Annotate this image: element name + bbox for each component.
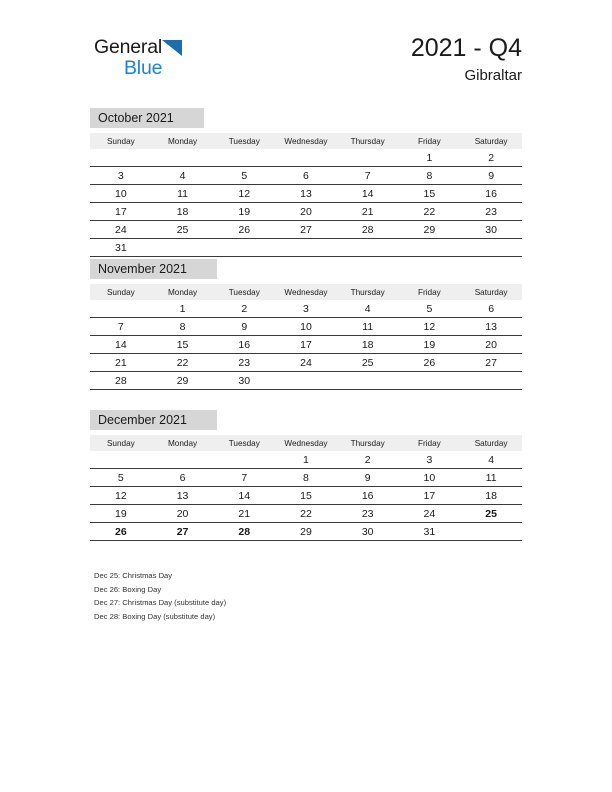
weekday-header-sunday: Sunday	[90, 133, 152, 149]
month-block-november	[90, 259, 522, 390]
calendar-day-empty	[275, 239, 337, 257]
calendar-day-25[interactable]: 25	[460, 505, 522, 523]
calendar-day-6[interactable]: 6	[152, 469, 214, 487]
month-title: October 2021	[90, 108, 204, 128]
calendar-day-4[interactable]: 4	[152, 167, 214, 185]
calendar-day-12[interactable]: 12	[399, 318, 461, 336]
calendar-day-18[interactable]: 18	[337, 336, 399, 354]
calendar-day-23[interactable]: 23	[337, 505, 399, 523]
calendar-day-4[interactable]: 4	[488, 453, 495, 466]
weekday-header-row	[90, 133, 522, 149]
calendar-day-20[interactable]: 20	[275, 203, 337, 221]
weekday-header-thursday: Thursday	[337, 284, 399, 300]
brand-triangle-icon	[162, 40, 182, 56]
calendar-day-empty	[337, 239, 399, 257]
calendar-week-row	[90, 523, 522, 541]
calendar-day-6[interactable]: 6	[275, 167, 337, 185]
calendar-day-empty	[213, 239, 275, 257]
calendar-day-empty	[213, 451, 275, 469]
calendar-day-12[interactable]: 12	[213, 185, 275, 203]
calendar-day-22[interactable]: 22	[152, 354, 214, 372]
calendar-day-28[interactable]: 28	[337, 221, 399, 239]
calendar-day-28[interactable]: 28	[90, 372, 152, 390]
calendar-day-20[interactable]: 20	[460, 336, 522, 354]
brand-name-general: General	[94, 36, 162, 58]
calendar-day-26[interactable]: 26	[399, 354, 461, 372]
weekday-header-tuesday: Tuesday	[213, 284, 275, 300]
calendar-day-23[interactable]: 23	[213, 354, 275, 372]
calendar-day-8[interactable]: 8	[399, 167, 461, 185]
calendar-day-empty	[152, 149, 214, 167]
brand-name-blue: Blue	[124, 57, 163, 79]
holiday-notes-list	[94, 569, 524, 623]
calendar-day-25[interactable]: 25	[337, 354, 399, 372]
month-title: December 2021	[90, 410, 217, 430]
page-subtitle: Gibraltar	[464, 67, 522, 84]
calendar-day-empty	[460, 523, 522, 541]
calendar-day-1[interactable]: 1	[426, 151, 433, 164]
weekday-header-thursday: Thursday	[337, 435, 399, 451]
weekday-header-tuesday: Tuesday	[213, 435, 275, 451]
calendar-day-5[interactable]: 5	[426, 302, 433, 315]
calendar-day-22[interactable]: 22	[399, 203, 461, 221]
calendar-day-2[interactable]: 2	[364, 453, 371, 466]
weekday-header-row	[90, 435, 522, 451]
calendar-week-row	[90, 185, 522, 203]
calendar-day-13[interactable]: 13	[275, 185, 337, 203]
weekday-header-monday: Monday	[152, 435, 214, 451]
calendar-day-16[interactable]: 16	[460, 185, 522, 203]
calendar-week-row	[90, 221, 522, 239]
calendar-week-row	[90, 300, 522, 318]
calendar-day-empty	[90, 451, 152, 469]
calendar-day-29[interactable]: 29	[152, 372, 214, 390]
calendar-week-row	[90, 203, 522, 221]
weekday-header-sunday: Sunday	[90, 284, 152, 300]
calendar-day-13[interactable]: 13	[152, 487, 214, 505]
calendar-day-27[interactable]: 27	[460, 354, 522, 372]
calendar-week-row	[90, 469, 522, 487]
calendar-day-empty	[337, 149, 399, 167]
calendar-day-18[interactable]: 18	[152, 203, 214, 221]
calendar-day-9[interactable]: 9	[337, 469, 399, 487]
calendar-table	[90, 435, 522, 541]
calendar-body	[90, 149, 522, 257]
calendar-day-6[interactable]: 6	[488, 302, 495, 315]
calendar-day-20[interactable]: 20	[152, 505, 214, 523]
calendar-day-17[interactable]: 17	[399, 487, 461, 505]
calendar-week-row	[90, 354, 522, 372]
weekday-header-saturday: Saturday	[460, 284, 522, 300]
calendar-day-7[interactable]: 7	[337, 167, 399, 185]
calendar-day-7[interactable]: 7	[90, 318, 152, 336]
calendar-table	[90, 133, 522, 257]
calendar-day-24[interactable]: 24	[90, 221, 152, 239]
calendar-day-23[interactable]: 23	[460, 203, 522, 221]
weekday-header-sunday: Sunday	[90, 435, 152, 451]
calendar-table	[90, 284, 522, 390]
calendar-day-10[interactable]: 10	[399, 469, 461, 487]
calendar-week-row	[90, 505, 522, 523]
calendar-day-22[interactable]: 22	[275, 505, 337, 523]
calendar-week-row	[90, 149, 522, 167]
calendar-day-27[interactable]: 27	[152, 523, 214, 541]
calendar-week-row	[90, 167, 522, 185]
calendar-day-empty	[90, 300, 152, 318]
page-header	[0, 0, 612, 95]
calendar-day-5[interactable]: 5	[90, 469, 152, 487]
calendar-day-21[interactable]: 21	[213, 505, 275, 523]
calendar-day-3[interactable]: 3	[426, 453, 433, 466]
month-block-december	[90, 410, 522, 541]
calendar-day-empty	[399, 372, 461, 390]
calendar-day-2[interactable]: 2	[241, 302, 248, 315]
calendar-day-empty	[399, 239, 461, 257]
calendar-day-30[interactable]: 30	[460, 221, 522, 239]
calendar-day-19[interactable]: 19	[399, 336, 461, 354]
brand-logo	[94, 36, 214, 82]
weekday-header-wednesday: Wednesday	[275, 435, 337, 451]
calendar-day-8[interactable]: 8	[275, 469, 337, 487]
calendar-day-24[interactable]: 24	[399, 505, 461, 523]
calendar-day-empty	[460, 372, 522, 390]
calendar-day-12[interactable]: 12	[90, 487, 152, 505]
calendar-day-31[interactable]: 31	[399, 523, 461, 541]
calendar-day-empty	[275, 372, 337, 390]
month-block-october	[90, 108, 522, 257]
holiday-note: Dec 25: Christmas Day	[94, 571, 173, 580]
calendar-body	[90, 300, 522, 390]
weekday-header-monday: Monday	[152, 284, 214, 300]
holiday-note: Dec 28: Boxing Day (substitute day)	[94, 611, 216, 621]
calendar-day-10[interactable]: 10	[90, 185, 152, 203]
holiday-note: Dec 26: Boxing Day	[94, 584, 162, 594]
calendar-day-3[interactable]: 3	[90, 167, 152, 185]
calendar-day-11[interactable]: 11	[337, 318, 399, 336]
calendar-day-26[interactable]: 26	[213, 221, 275, 239]
holiday-note: Dec 27: Christmas Day (substitute day)	[94, 598, 227, 607]
calendar-day-4[interactable]: 4	[364, 302, 371, 315]
calendar-day-29[interactable]: 29	[275, 523, 337, 541]
calendar-day-19[interactable]: 19	[90, 505, 152, 523]
calendar-day-21[interactable]: 21	[337, 203, 399, 221]
calendar-day-15[interactable]: 15	[399, 185, 461, 203]
weekday-header-thursday: Thursday	[337, 133, 399, 149]
calendar-day-15[interactable]: 15	[152, 336, 214, 354]
month-title: November 2021	[90, 259, 217, 279]
calendar-day-3[interactable]: 3	[303, 302, 309, 315]
calendar-day-2[interactable]: 2	[488, 151, 495, 164]
weekday-header-saturday: Saturday	[460, 435, 522, 451]
calendar-day-19[interactable]: 19	[213, 203, 275, 221]
calendar-day-30[interactable]: 30	[213, 372, 275, 390]
calendar-day-1[interactable]: 1	[303, 453, 309, 466]
calendar-day-11[interactable]: 11	[152, 185, 214, 203]
calendar-day-10[interactable]: 10	[275, 318, 337, 336]
weekday-header-friday: Friday	[399, 133, 461, 149]
calendar-day-8[interactable]: 8	[152, 318, 214, 336]
weekday-header-wednesday: Wednesday	[275, 133, 337, 149]
calendar-day-27[interactable]: 27	[275, 221, 337, 239]
weekday-header-tuesday: Tuesday	[213, 133, 275, 149]
calendar-day-empty	[275, 149, 337, 167]
calendar-day-31[interactable]: 31	[90, 239, 152, 257]
calendar-day-empty	[90, 149, 152, 167]
weekday-header-row	[90, 284, 522, 300]
title-block	[411, 33, 522, 86]
calendar-day-16[interactable]: 16	[213, 336, 275, 354]
calendar-day-21[interactable]: 21	[90, 354, 152, 372]
calendar-day-empty	[337, 372, 399, 390]
page-title: 2021 - Q4	[410, 34, 522, 62]
calendar-day-14[interactable]: 14	[213, 487, 275, 505]
calendar-day-14[interactable]: 14	[337, 185, 399, 203]
calendar-day-29[interactable]: 29	[399, 221, 461, 239]
calendar-day-18[interactable]: 18	[460, 487, 522, 505]
calendar-day-14[interactable]: 14	[90, 336, 152, 354]
calendar-week-row	[90, 318, 522, 336]
calendar-week-row	[90, 239, 522, 257]
calendar-day-11[interactable]: 11	[460, 469, 522, 487]
calendar-day-26[interactable]: 26	[90, 523, 152, 541]
weekday-header-wednesday: Wednesday	[275, 284, 337, 300]
calendar-week-row	[90, 372, 522, 390]
calendar-week-row	[90, 336, 522, 354]
weekday-header-monday: Monday	[152, 133, 214, 149]
calendar-day-1[interactable]: 1	[179, 302, 186, 315]
calendar-day-17[interactable]: 17	[275, 336, 337, 354]
calendar-day-9[interactable]: 9	[213, 318, 275, 336]
calendar-body	[90, 451, 522, 541]
weekday-header-friday: Friday	[399, 435, 461, 451]
calendar-day-empty	[460, 239, 522, 257]
calendar-day-empty	[152, 239, 214, 257]
calendar-day-5[interactable]: 5	[213, 167, 275, 185]
calendar-day-25[interactable]: 25	[152, 221, 214, 239]
calendar-day-17[interactable]: 17	[90, 203, 152, 221]
calendar-day-13[interactable]: 13	[460, 318, 522, 336]
calendar-day-15[interactable]: 15	[275, 487, 337, 505]
calendar-day-empty	[213, 149, 275, 167]
calendar-day-16[interactable]: 16	[337, 487, 399, 505]
calendar-day-24[interactable]: 24	[275, 354, 337, 372]
calendar-week-row	[90, 487, 522, 505]
calendar-week-row	[90, 451, 522, 469]
calendar-day-empty	[152, 451, 214, 469]
calendar-day-9[interactable]: 9	[460, 167, 522, 185]
calendar-day-30[interactable]: 30	[337, 523, 399, 541]
weekday-header-saturday: Saturday	[460, 133, 522, 149]
calendar-day-28[interactable]: 28	[213, 523, 275, 541]
weekday-header-friday: Friday	[399, 284, 461, 300]
calendar-day-7[interactable]: 7	[213, 469, 275, 487]
